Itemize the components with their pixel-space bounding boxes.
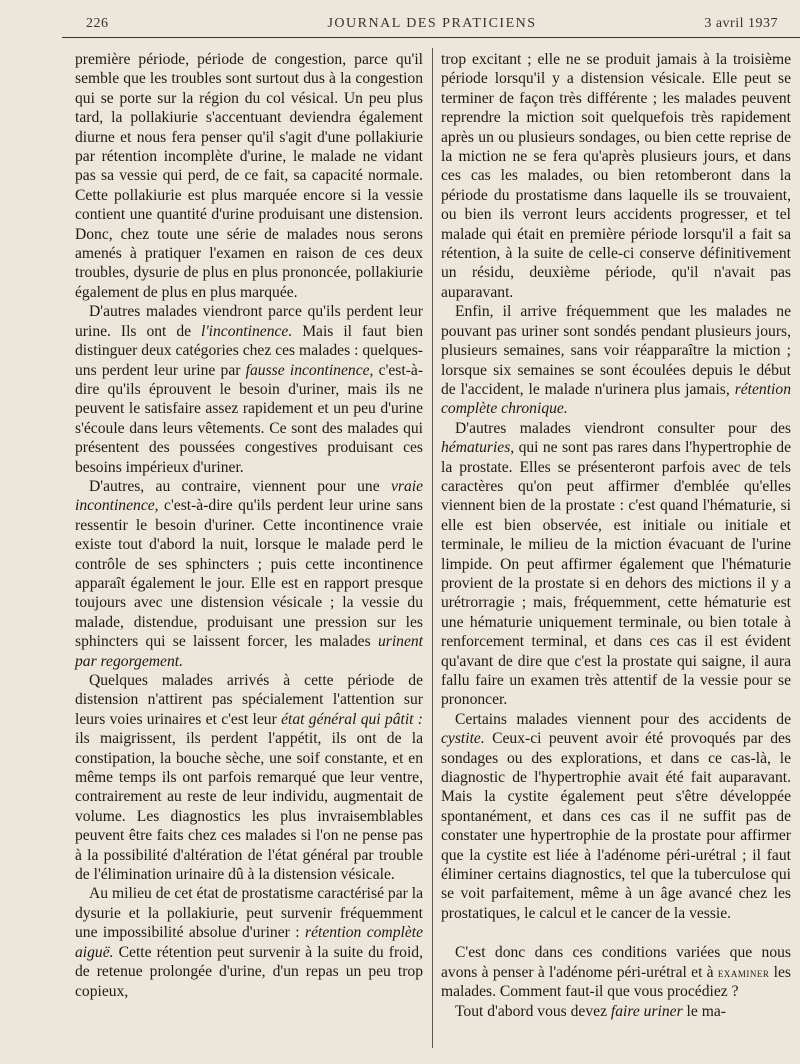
paragraph	[75, 50, 423, 302]
paragraph	[75, 884, 423, 1000]
right-column	[441, 50, 791, 1021]
paragraph	[441, 419, 791, 710]
text-run: le ma-	[682, 1002, 726, 1020]
italic-term: l'incontinence.	[201, 322, 293, 340]
text-run: Tout d'abord vous devez	[455, 1002, 611, 1020]
paragraph	[75, 477, 423, 671]
column-divider	[432, 48, 433, 1048]
italic-term: rétention complète aiguë.	[75, 924, 424, 961]
text-run: Au milieu de cet état de prostatisme caractérisé par la dysurie et la pollakiurie, peut survenir fréquemment une impossibilité absolue d'uriner :	[75, 885, 423, 942]
italic-term: état général qui pâtit :	[281, 710, 423, 728]
italic-term: faire uriner	[610, 1002, 683, 1020]
text-run: première période, période de congestion, parce qu'il semble que les troubles sont surtout dus à la congestion qui se porte sur la région du col vésical. Un peu plus tard, la pollakiurie s'accentuant deviendra également diurne et nous fera penser qu'il s'agit d'une pollakiurie par rétention incomplète d'urine, le malade ne vidant pas sa vessie qui perd, de ce fait, sa capacité normale. Cette pollakiurie est plus marquée encore si la vessie contient une quantité d'urine produisant une distension. Donc, chez toute une série de malades nous serons amenés à pratiquer l'examen en raison de ces deux troubles, dysurie de plus en plus prononcée, pollakiurie également de plus en plus marquée.	[75, 51, 423, 301]
text-run: D'autres malades viendront consulter pour des	[455, 419, 791, 437]
paragraph	[441, 1002, 791, 1021]
journal-title: JOURNAL DES PRATICIENS	[327, 16, 537, 31]
issue-date: 3 avril 1937	[704, 16, 778, 31]
paragraph	[441, 50, 791, 302]
italic-term: hématuries,	[441, 439, 515, 457]
text-run: D'autres malades viendront parce qu'ils perdent leur urine. Ils ont de	[75, 303, 423, 340]
text-run: trop excitant ; elle ne se produit jamais à la troisième période lorsqu'il y a distension vésicale. Elle peut se terminer de façon très différente ; les malades peuvent reprendre la miction soit quelquefois très rapidement après un ou plusieurs sondages, ou bien cette reprise de la miction ne se fera qu'après plusieurs jours, et dans ces cas les malades, ou bien retomberont dans la période du prostatisme dans laquelle ils se trouvaient, ou bien ils verront leurs accidents progresser, et tel malade qui était en première période lorsqu'il a fait sa rétention, à la suite de celle-ci conserve définitivement un résidu, deuxième période, qu'il n'avait pas auparavant.	[441, 51, 791, 301]
text-run: C'est donc dans ces conditions variées que nous avons à penser à l'adénome péri-urétral et à	[441, 944, 791, 981]
page-number: 226	[86, 16, 109, 31]
small-caps-term: examiner	[717, 964, 770, 980]
italic-term: rétention complète chronique.	[441, 380, 791, 418]
left-column	[75, 50, 423, 1001]
paragraph	[75, 302, 423, 477]
text-run: Enfin, il arrive fréquemment que les malades ne pouvant pas uriner sont sondés pendant plusieurs jours, plusieurs semaines, sans voir réapparaître la miction ; lorsque six semaines se sont écoulées depuis le début de l'accident, le malade n'urinera plus jamais,	[441, 303, 791, 398]
page-header	[86, 14, 778, 34]
text-run: Ceux-ci peuvent avoir été provoqués par des sondages ou des explorations, et dans ce cas-là, le diagnostic de l'hypertrophie avait été fait auparavant. Mais la cystite également peut s'être développée spontanément, et dans ces cas il ne suffit pas de constater une hypertrophie de la prostate pour affirmer que la cystite est liée à l'adénome péri-urétral ; il faut éliminer certains diagnostics, tel que la tuberculose qui se voit parfaitement, même à un âge avancé chez les prostatiques, le calcul et le cancer de la vessie.	[441, 730, 791, 922]
text-run: Cette rétention peut survenir à la suite du froid, de retenue prolongée d'urine, d'un repas un peu trop copieux,	[75, 943, 423, 1000]
italic-term: fausse incontinence,	[245, 361, 374, 379]
header-rule	[62, 37, 800, 38]
text-run: D'autres, au contraire, viennent pour une	[89, 477, 391, 495]
paragraph	[75, 671, 423, 884]
text-run: c'est-à-dire qu'ils éprouvent le besoin d'uriner, mais ils ne peuvent le satisfaire assez rapidement et un peu d'urine s'écoule dans leurs vêtements. Ce sont des malades qui présentent des poussées congestives produisant ces besoins impérieux d'uriner.	[75, 361, 424, 476]
paragraph	[441, 710, 791, 923]
text-run: qui ne sont pas rares dans l'hypertrophie de la prostate. Elles se présenteront parfois avec de tels caractères qu'on peut affirmer d'emblée qu'elles viennent bien de la prostate : c'est quand l'hématurie, si elle est bien observée, est initiale ou initiale et terminale, le milieu de la miction évacuant de l'urine limpide. On peut affirmer également que l'hématurie provient de la prostate si en dehors des mictions il y a urétrorragie ; mais, fréquemment, cette hématurie est une hématurie uniquement terminale, ou bien totale à renforcement terminal, et dans ces cas il est évident qu'avant de dire que c'est la prostate qui saigne, il aura fallu faire un examen très attentif de la vessie pour se prononcer.	[441, 439, 791, 709]
text-run: c'est-à-dire qu'ils perdent leur urine sans ressentir le besoin d'uriner. Cette incontinence vraie existe tout d'abord la nuit, lorsque le malade perd le contrôle de ses sphincters ; puis cette incontinence apparaît également le jour. Elle est en rapport presque toujours avec une distension vésicale ; la vessie du malade, distendue, produisant une pression sur les sphincters qui se laissent forcer, les malades	[75, 497, 423, 651]
text-run: Mais il faut bien distinguer deux catégories chez ces malades : quelques-uns perdent leur urine par	[75, 322, 423, 379]
italic-term: vraie incontinence,	[75, 477, 423, 515]
text-run: les malades. Comment faut-il que vous procédiez ?	[441, 963, 791, 1001]
text-run: ils maigrissent, ils perdent l'appétit, ils ont de la constipation, la bouche sèche, une soif constante, et en même temps ils ont parfois remarqué que leur ventre, contrairement au reste de leur individu, augmentait de volume. Les diagnostics les plus invraisemblables peuvent être faits chez ces malades si l'on ne pense pas à la possibilité d'altération de l'état général par trouble de l'élimination urinaire dû à la distension vésicale.	[75, 730, 423, 884]
paragraph	[441, 302, 791, 418]
text-run: Quelques malades arrivés à cette période de distension n'attirent pas spécialement l'attention sur leurs voies urinaires et c'est leur	[75, 672, 423, 728]
text-run: Certains malades viennent pour des accidents de	[455, 710, 791, 728]
paragraph	[441, 943, 791, 1001]
italic-term: urinent par regorgement.	[75, 633, 423, 670]
italic-term: cystite.	[441, 730, 485, 748]
